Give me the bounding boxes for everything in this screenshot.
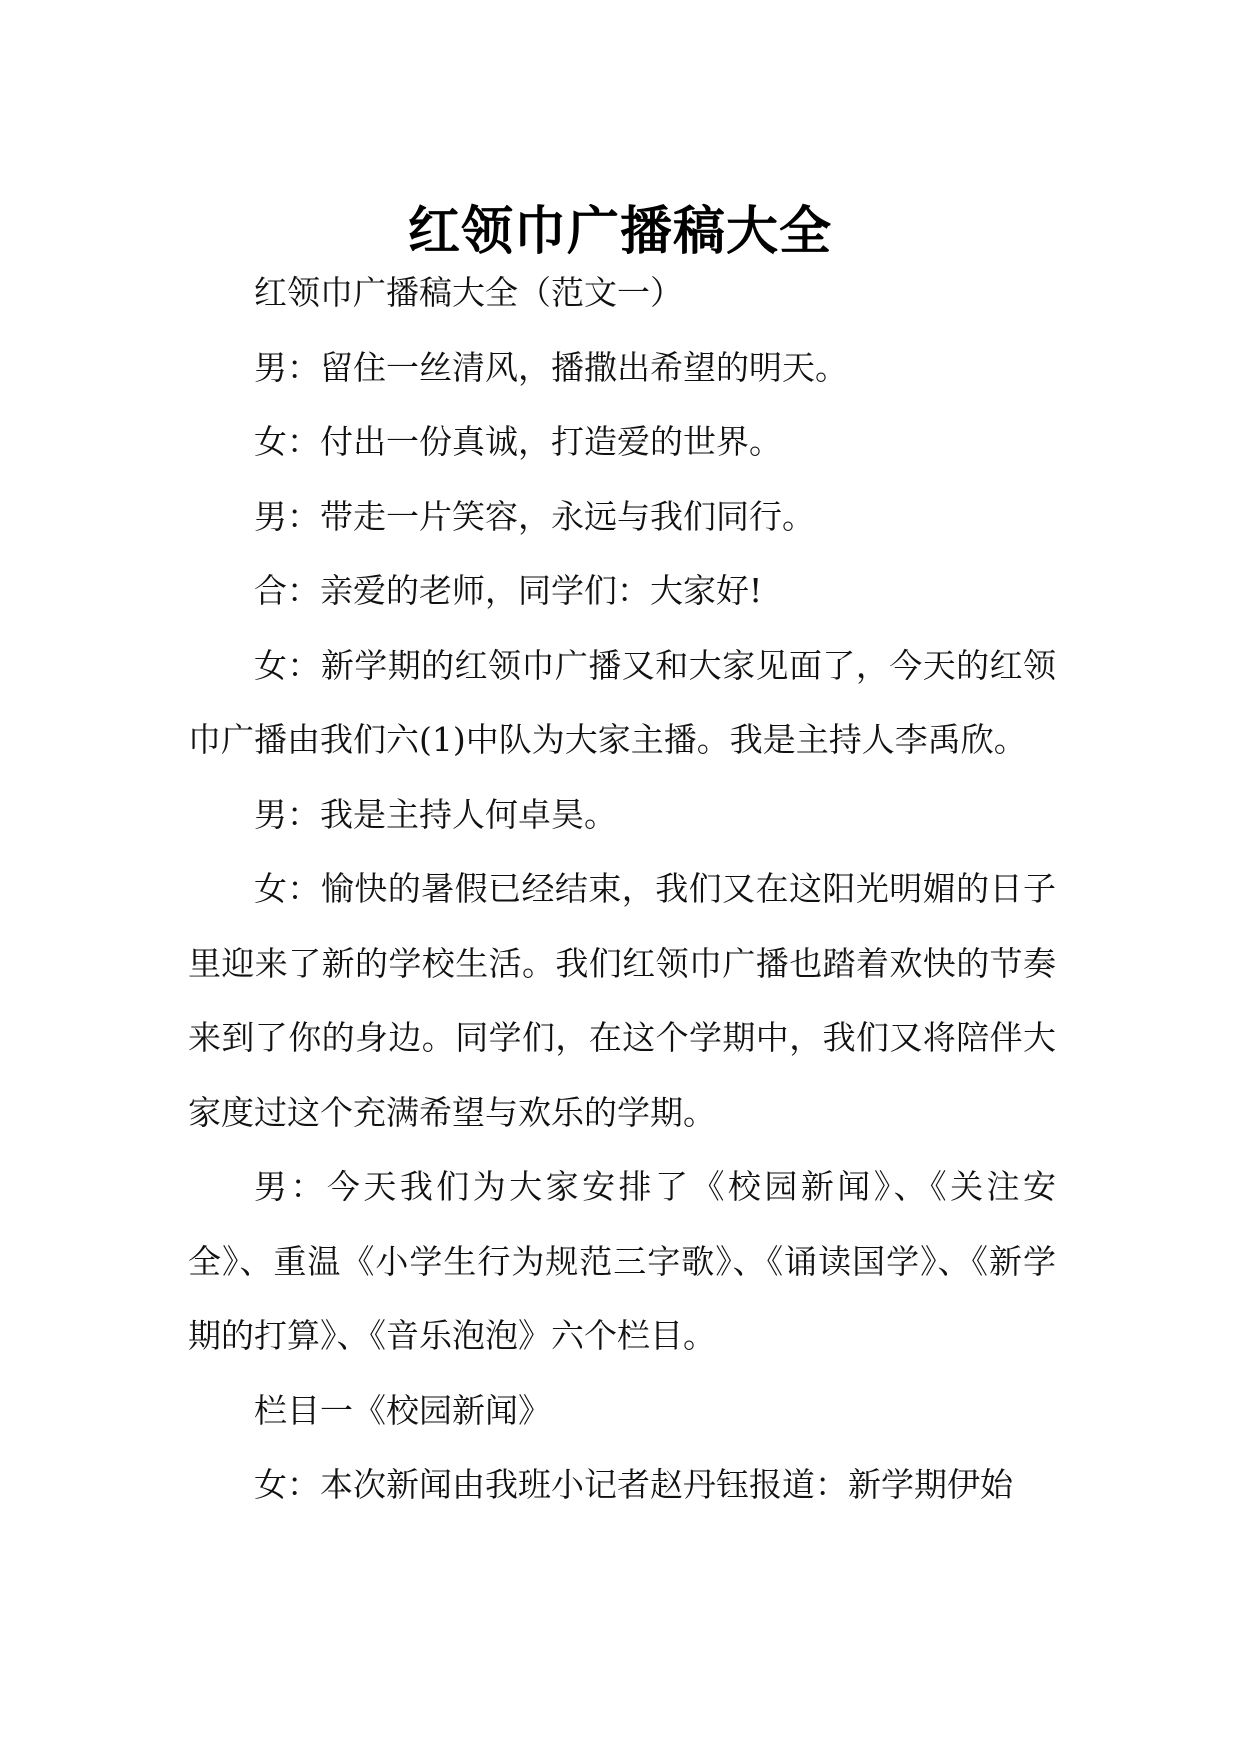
paragraph-section-one-heading: 栏目一《校园新闻》 <box>254 1390 551 1430</box>
paragraph-male-intro: 男：我是主持人何卓昊。 <box>254 794 617 834</box>
paragraph-male-program-list: 男：今天我们为大家安排了《校园新闻》、《关注安全》、重温《小学生行为规范三字歌》、《诵读国学》、《新学期的打算》、《音乐泡泡》六个栏目。 <box>188 1167 1056 1355</box>
document-body <box>188 256 1056 1523</box>
paragraph-female-new-term: 女：愉快的暑假已经结束，我们又在这阳光明媚的日子里迎来了新的学校生活。我们红领巾广播也踏着欢快的节奏来到了你的身边。同学们，在这个学期中，我们又将陪伴大家度过这个充满希望与欢乐的学期。 <box>188 869 1056 1132</box>
paragraph-male-line-1: 男：留住一丝清风，播撒出希望的明天。 <box>254 347 848 387</box>
paragraph-female-news: 女：本次新闻由我班小记者赵丹钰报道：新学期伊始 <box>254 1465 1013 1504</box>
paragraph-together-greeting: 合：亲爱的老师，同学们：大家好! <box>254 571 763 610</box>
paragraph-female-intro: 女：新学期的红领巾广播又和大家见面了，今天的红领巾广播由我们六(1)中队为大家主播。我是主持人李禹欣。 <box>188 645 1056 759</box>
paragraph-heading-sample-one: 红领巾广播稿大全（范文一） <box>254 273 683 312</box>
paragraph-male-line-2: 男：带走一片笑容，永远与我们同行。 <box>254 496 815 536</box>
document-title: 红领巾广播稿大全 <box>407 200 832 262</box>
paragraph-female-line-1: 女：付出一份真诚，打造爱的世界。 <box>254 422 782 461</box>
